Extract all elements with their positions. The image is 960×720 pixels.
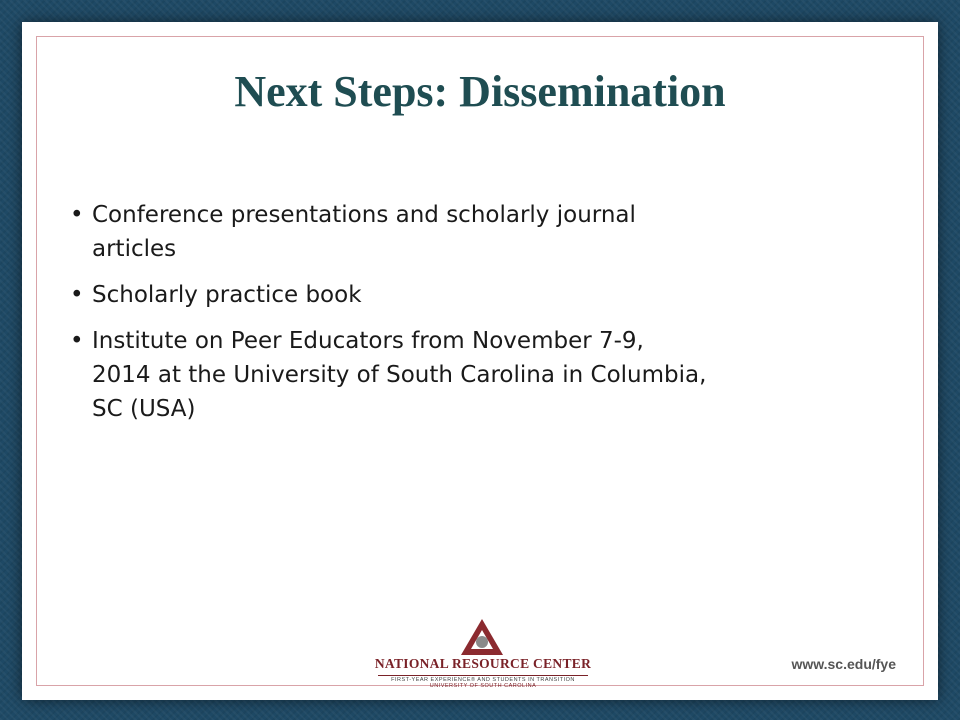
bullet-line: 2014 at the University of South Carolina in Columbia, <box>92 362 707 388</box>
nrc-logo <box>372 618 594 690</box>
bullet-item-book <box>70 278 910 312</box>
logo-university: UNIVERSITY OF SOUTH CAROLINA <box>429 683 537 689</box>
logo-subtitle: FIRST-YEAR EXPERIENCE® AND STUDENTS IN TRANSITION <box>391 677 575 683</box>
bullet-line: • Institute on Peer Educators from November 7-9, <box>92 328 644 354</box>
bullet-item-conference <box>70 198 910 266</box>
logo-name: NATIONAL RESOURCE CENTER <box>374 656 592 671</box>
logo-divider <box>378 675 588 676</box>
nrc-triangle-logo-icon <box>460 618 504 656</box>
bullet-line: articles <box>92 236 177 262</box>
footer-url: www.sc.edu/fye <box>791 656 896 672</box>
slide <box>22 22 938 700</box>
bullet-list <box>70 198 910 438</box>
slide-title: Next Steps: Dissemination <box>234 67 726 116</box>
bullet-line: • Scholarly practice book <box>92 282 362 308</box>
bullet-line: SC (USA) <box>92 396 196 422</box>
bullet-line: • Conference presentations and scholarly journal <box>92 202 636 228</box>
bullet-item-institute <box>70 324 910 426</box>
